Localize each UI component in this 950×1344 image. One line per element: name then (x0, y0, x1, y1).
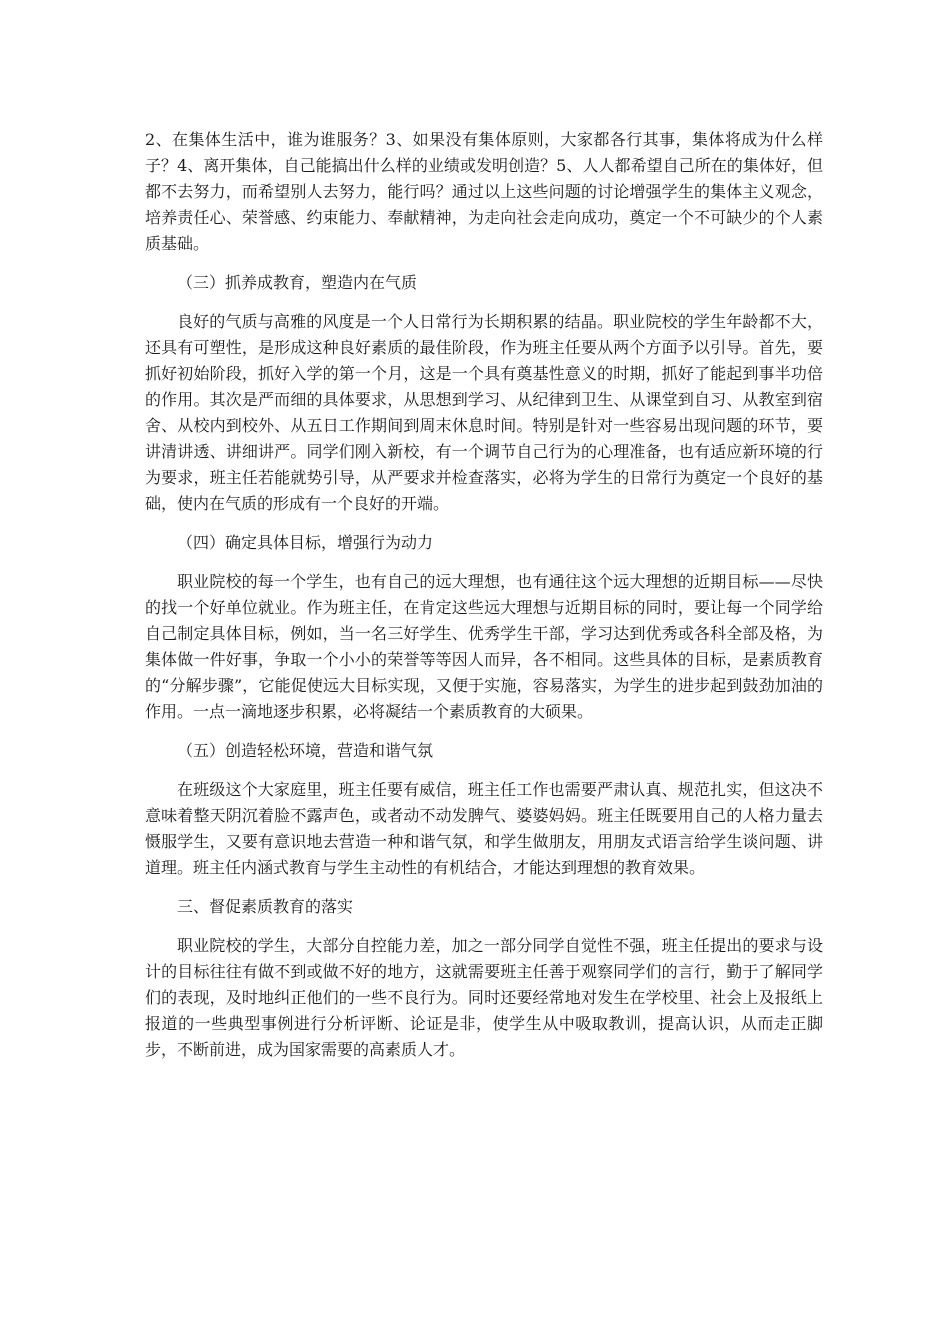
section-heading-5: （五）创造轻松环境，营造和谐气氛 (177, 741, 434, 760)
document-body (145, 127, 823, 1063)
section-heading-part-3: 三、督促素质教育的落实 (177, 897, 354, 916)
section-heading-4: （四）确定具体目标，增强行为动力 (177, 533, 434, 552)
paragraph-habit-education: 良好的气质与高雅的风度是一个人日常行为长期积累的结晶。职业院校的学生年龄都不大，还具有可塑性，是形成这种良好素质的最佳阶段，作为班主任要从两个方面予以引导。首先，要抓好初始阶段，抓好入学的第一个月，这是一个具有奠基性意义的时期，抓好了能起到事半功倍的作用。其次是严而细的具体要求，从思想到学习、从纪律到卫生、从课堂到自习、从教室到宿舍、从校内到校外、从五日工作期间到周末休息时间。特别是针对一些容易出现问题的环节，要讲清讲透、讲细讲严。同学们刚入新校，有一个调节自己行为的心理准备，也有适应新环境的行为要求，班主任若能就势引导，从严要求并检查落实，必将为学生的日常行为奠定一个良好的基础，使内在气质的形成有一个良好的开端。 (145, 312, 823, 513)
section-heading-3: （三）抓养成教育，塑造内在气质 (177, 273, 418, 292)
paragraph-implementation: 职业院校的学生，大部分自控能力差，加之一部分同学自觉性不强，班主任提出的要求与设计的目标往往有做不到或做不好的地方，这就需要班主任善于观察同学们的言行，勤于了解同学们的表现，及时地纠正他们的一些不良行为。同时还要经常地对发生在学校里、社会上及报纸上报道的一些典型事例进行分析评断、论证是非，使学生从中吸取教训，提高认识，从而走正脚步，不断前进，成为国家需要的高素质人才。 (145, 936, 823, 1059)
paragraph-collective-questions: 2、在集体生活中，谁为谁服务？3、如果没有集体原则，大家都各行其事，集体将成为什么样子？4、离开集体，自己能搞出什么样的业绩或发明创造？5、人人都希望自己所在的集体好，但都不去努力，而希望别人去努力，能行吗？通过以上这些问题的讨论增强学生的集体主义观念，培养责任心、荣誉感、约束能力、奉献精神，为走向社会走向成功，奠定一个不可缺少的个人素质基础。 (145, 130, 823, 253)
paragraph-relaxed-environment: 在班级这个大家庭里，班主任要有威信，班主任工作也需要严肃认真、规范扎实，但这决不意味着整天阴沉着脸不露声色，或者动不动发脾气、婆婆妈妈。班主任既要用自己的人格力量去慑服学生，又要有意识地去营造一种和谐气氛，和学生做朋友，用朋友式语言给学生谈问题、讲道理。班主任内涵式教育与学生主动性的有机结合，才能达到理想的教育效果。 (145, 780, 823, 877)
paragraph-specific-goals: 职业院校的每一个学生，也有自己的远大理想，也有通往这个远大理想的近期目标——尽快的找一个好单位就业。作为班主任，在肯定这些远大理想与近期目标的同时，要让每一个同学给自己制定具体目标，例如，当一名三好学生、优秀学生干部，学习达到优秀或各科全部及格，为集体做一件好事，争取一个小小的荣誉等等因人而异，各不相同。这些具体的目标，是素质教育的“分解步骤”，它能促使远大目标实现，又便于实施，容易落实，为学生的进步起到鼓劲加油的作用。一点一滴地逐步积累，必将凝结一个素质教育的大硕果。 (145, 572, 823, 721)
